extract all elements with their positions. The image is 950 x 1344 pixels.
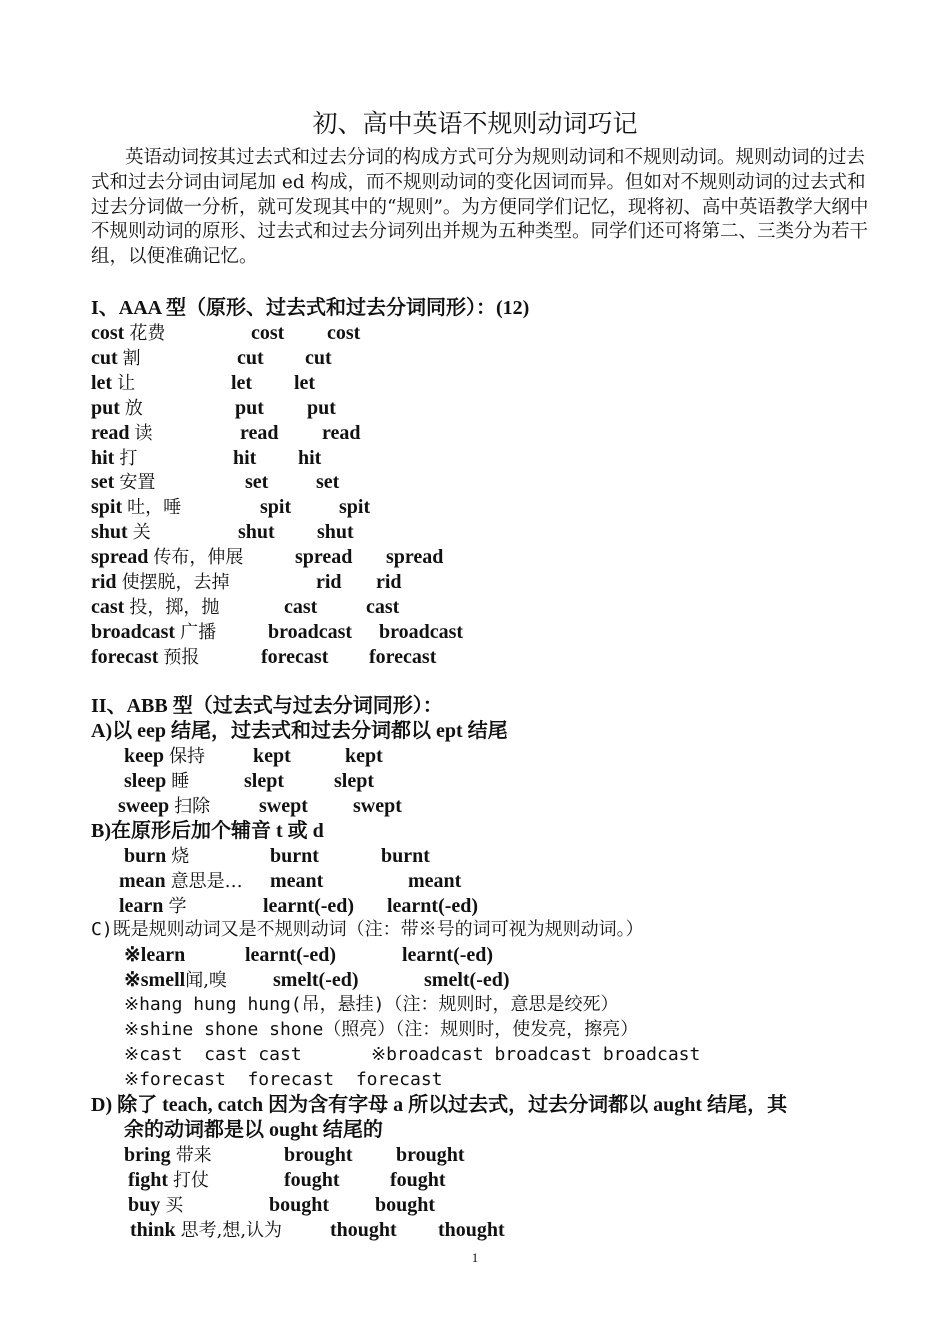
verb-base: let (91, 371, 113, 394)
verb-meaning: 睡 (171, 771, 190, 792)
verb-past: learnt(-ed) (263, 895, 355, 917)
verb-past: kept (253, 745, 291, 767)
verb-meaning: 关 (132, 522, 151, 544)
verb-base: put (91, 396, 120, 419)
verb-base: broadcast (91, 620, 176, 643)
group-d-heading-line2: 余的动词都是以 ought 结尾的 (124, 1119, 383, 1141)
verb-meaning: 带来 (175, 1145, 212, 1166)
group-c-row-shine: ※shine shone shone（照亮）（注：规则时，使发亮，擦亮） (124, 1019, 639, 1040)
verb-past-participle: cast (366, 595, 400, 618)
verb-base: cut (91, 346, 118, 369)
verb-base: bring (124, 1144, 171, 1166)
verb-past-participle: slept (334, 770, 374, 792)
verb-past-participle: brought (396, 1144, 465, 1166)
verb-past-participle: hit (298, 446, 322, 469)
verb-past-participle: bought (375, 1194, 436, 1216)
verb-past-participle: meant (408, 870, 462, 892)
verb-past: burnt (270, 845, 319, 867)
verb-past: spit (260, 496, 292, 519)
group-c-heading: C)既是规则动词又是不规则动词（注：带※号的词可视为规则动词。） (91, 919, 644, 940)
verb-past-participle: read (322, 421, 361, 444)
verb-past: rid (316, 571, 342, 593)
verb-meaning: 打 (119, 447, 138, 469)
verb-past: cut (237, 346, 264, 369)
verb-past: cast (284, 595, 318, 618)
verb-meaning: 学 (168, 896, 187, 917)
verb-past: read (240, 421, 279, 444)
verb-meaning: 放 (124, 397, 143, 419)
verb-past: shut (238, 521, 275, 544)
verb-past: let (231, 371, 253, 394)
document-page: 初、高中英语不规则动词巧记 英语动词按其过去式和过去分词的构成方式可分为规则动词和不规则动词。规则动词的过去式和过去分词由词尾加 ed 构成，而不规则动词的变化因词而异。但如对不规则动词的过去式和过去分词做一分析，就可发现其中的“规则”。为方便同学们记忆，现将初、高中英语教学大纲中不规则动词的原形、过去式和过去分词列出并规为五种类型。同学们还可将第二、三类分为若干组，以便准确记忆。 I、AAA 型（原形、过去式和过去分词同形）：(12) cost 花费 cost cost cut 割 cut cut let 让 let let put 放 put put read 读 read read hit 打 hit hit set 安置 set set spit 吐，唾 spit spit shut 关 shut shut spread 传布，伸展 spread spread rid 使摆脱，去掉 rid rid cast 投，掷，抛 cast cast broadcast 广播 broadcast broadcast forecast 预报 forecast forecast II、ABB 型（过去式与过去分词同形）： A)以 eep 结尾，过去式和过去分词都以 ept 结尾 keep 保持 kept kept sleep 睡 slept slept sweep 扫除 swept swept B)在原形后加个辅音 t 或 d burn 烧 burnt burnt mean 意思是… meant meant learn 学 learnt(-ed) learnt(-ed) C)既是规则动词又是不规则动词（注：带※号的词可视为规则动词。） ※learn learnt(-ed) learnt(-ed) ※smell闻,嗅 smelt(-ed) smelt(-ed) ※hang hung hung(吊，悬挂)（注：规则时，意思是绞死） ※shine shone shone（照亮）（注：规则时，使发亮，擦亮） ※cast cast cast ※broadcast broadcast broadcast ※forecast forecast forecast D) 除了 teach, catch 因为含有字母 a 所以过去式，过去分词都以 aught 结尾，其 余的动词都是以 ought 结尾的 bring 带来 brought brought fight 打仗 fought fought buy 买 bought bought think 思考,想,认为 thought thought 1 (0, 0, 950, 1344)
verb-past: hit (233, 446, 257, 469)
verb-base: mean (119, 870, 166, 892)
verb-past: swept (259, 795, 308, 817)
verb-base: buy (128, 1194, 161, 1216)
verb-base: set (91, 471, 115, 494)
verb-past-participle: cut (305, 346, 332, 369)
verb-past-participle: spread (386, 546, 444, 569)
verb-past-participle: burnt (381, 845, 430, 867)
verb-base: keep (124, 745, 164, 767)
verb-base: shut (91, 521, 128, 544)
verb-past: thought (330, 1219, 397, 1241)
verb-past-participle: set (316, 471, 340, 494)
verb-past: forecast (261, 645, 329, 668)
verb-past-participle: rid (376, 571, 402, 593)
verb-past-participle: swept (353, 795, 402, 817)
verb-past: broadcast (268, 620, 353, 643)
verb-base: read (91, 421, 130, 444)
verb-meaning: 扫除 (174, 796, 211, 817)
verb-past-participle: put (307, 396, 336, 419)
verb-past-participle: learnt(-ed) (387, 895, 479, 917)
verb-base: burn (124, 845, 167, 867)
verb-past: cost (251, 322, 285, 344)
verb-meaning: 安置 (119, 472, 156, 494)
group-c-row-forecast: ※forecast forecast forecast (124, 1069, 443, 1090)
verb-base: rid (91, 571, 117, 593)
verb-past: meant (270, 870, 324, 892)
verb-meaning: 花费 (129, 323, 166, 344)
verb-past-participle: spit (339, 496, 371, 519)
verb-meaning: 意思是… (170, 871, 243, 892)
verb-past: bought (269, 1194, 330, 1216)
section1-heading: I、AAA 型（原形、过去式和过去分词同形）：(12) (91, 297, 530, 319)
verb-base: hit (91, 446, 115, 469)
group-a-heading: A)以 eep 结尾，过去式和过去分词都以 ept 结尾 (91, 720, 508, 742)
verb-meaning: 传布，伸展 (153, 547, 244, 569)
verb-past-participle: forecast (369, 645, 437, 668)
verb-meaning: 思考,想,认为 (180, 1220, 283, 1241)
verb-meaning: 烧 (171, 846, 190, 867)
verb-base: forecast (91, 645, 159, 668)
verb-meaning: 打仗 (173, 1170, 209, 1191)
section2-heading: II、ABB 型（过去式与过去分词同形）： (91, 695, 443, 717)
verb-meaning: 割 (122, 347, 141, 369)
intro-paragraph (91, 146, 881, 270)
group-d-heading-line1: D) 除了 teach, catch 因为含有字母 a 所以过去式，过去分词都以 aught 结尾，其 (91, 1094, 788, 1116)
verb-base: think (130, 1219, 176, 1241)
verb-meaning: 让 (117, 372, 136, 394)
verb-past: fought (284, 1169, 340, 1191)
verb-base: sleep (124, 770, 167, 792)
verb-past-participle: cost (327, 322, 361, 344)
verb-meaning: 保持 (169, 746, 205, 767)
verb-past: set (245, 471, 269, 494)
page-number: 1 (471, 1250, 479, 1265)
verb-past-participle: shut (317, 521, 354, 544)
verb-past-participle: let (294, 371, 316, 394)
verb-base: learn (119, 895, 164, 917)
verb-base: sweep (118, 795, 170, 817)
verb-base: spread (91, 546, 149, 569)
verb-meaning: 使摆脱，去掉 (121, 572, 230, 593)
verb-base: cast (91, 595, 125, 618)
intro-text: 英语动词按其过去式和过去分词的构成方式可分为规则动词和不规则动词。规则动词的过去式和过去分词由词尾加 ed 构成，而不规则动词的变化因词而异。但如对不规则动词的过去式和过去分词做一分析，就可发现其中的“规则”。为方便同学们记忆，现将初、高中英语教学大纲中不规则动词的原形、过去式和过去分词列出并规为五种类型。同学们还可将第二、三类分为若干组，以便准确记忆。 (91, 147, 869, 268)
verb-past-participle: fought (390, 1169, 446, 1191)
verb-meaning: 吐，唾 (127, 497, 182, 519)
verb-past-participle: thought (438, 1219, 505, 1241)
verb-past: brought (284, 1144, 353, 1166)
verb-past: slept (244, 770, 284, 792)
verb-base: spit (91, 496, 123, 519)
group-b-heading: B)在原形后加个辅音 t 或 d (91, 820, 324, 842)
verb-base: fight (128, 1169, 168, 1191)
verb-meaning: 读 (134, 422, 153, 444)
verb-meaning: 买 (165, 1195, 184, 1216)
verb-past-participle: broadcast (379, 620, 464, 643)
verb-past-participle: kept (345, 745, 383, 767)
group-c-row-hang: ※hang hung hung(吊，悬挂)（注：规则时，意思是绞死） (124, 994, 619, 1015)
verb-meaning: 投，掷，抛 (129, 596, 220, 618)
verb-past: put (235, 396, 264, 419)
verb-meaning: 广播 (180, 621, 217, 643)
verb-base: cost (91, 322, 125, 344)
page-title: 初、高中英语不规则动词巧记 (312, 109, 638, 138)
verb-meaning: 预报 (163, 646, 200, 668)
verb-past: spread (295, 546, 353, 569)
